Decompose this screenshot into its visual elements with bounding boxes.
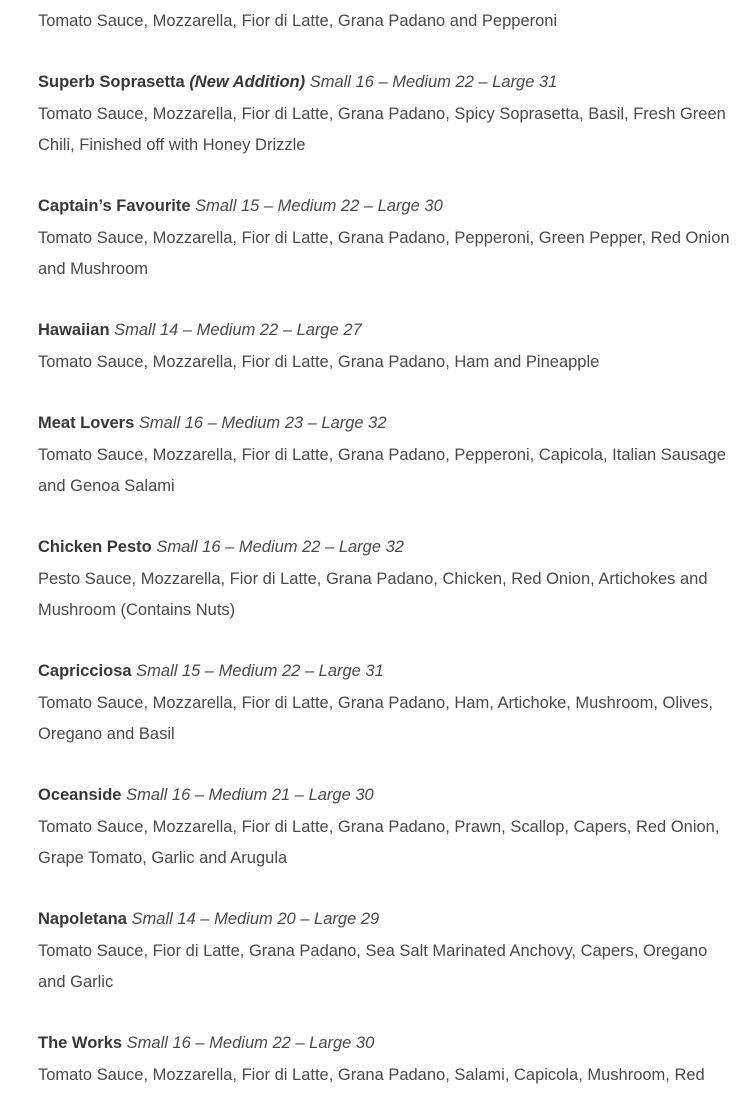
- menu-item-price: Small 16 – Medium 22 – Large 31: [309, 73, 558, 91]
- menu-item-name: Chicken Pesto: [38, 538, 152, 556]
- menu-item-description: Tomato Sauce, Mozzarella, Fior di Latte, Grana Padano, Pepperoni, Capicola, Italian Sausage and Genoa Salami: [38, 445, 726, 495]
- menu-item: [38, 1028, 738, 1091]
- menu-item-heading: [38, 656, 738, 688]
- menu-item-description: Tomato Sauce, Fior di Latte, Grana Padano, Sea Salt Marinated Anchovy, Capers, Oregano and Garlic: [38, 941, 708, 991]
- menu-item: [38, 408, 738, 503]
- menu-item-description: Pesto Sauce, Mozzarella, Fior di Latte, Grana Padano, Chicken, Red Onion, Artichokes and Mushroom (Contains Nuts): [38, 569, 708, 619]
- menu-item-heading: [38, 67, 738, 99]
- menu-item-tag: (New Addition): [189, 73, 306, 91]
- menu-item-price: Small 16 – Medium 22 – Large 30: [126, 1034, 375, 1052]
- menu-item-heading: [38, 904, 738, 936]
- menu-item-price: Small 16 – Medium 21 – Large 30: [126, 786, 374, 804]
- menu-item-description: Tomato Sauce, Mozzarella, Fior di Latte, Grana Padano, Ham and Pineapple: [38, 352, 600, 371]
- menu-item-heading: [38, 532, 738, 564]
- menu-item-description: Tomato Sauce, Mozzarella, Fior di Latte, Grana Padano, Spicy Soprasetta, Basil, Fresh Green Chili, Finished off with Honey Drizzle: [38, 104, 726, 154]
- menu-item-price: Small 15 – Medium 22 – Large 30: [195, 197, 443, 215]
- menu-item-description: Tomato Sauce, Mozzarella, Fior di Latte, Grana Padano, Prawn, Scallop, Capers, Red Onion, Grape Tomato, Garlic and Arugula: [38, 817, 720, 867]
- menu-item-heading: [38, 315, 738, 347]
- menu-item-heading: [38, 780, 738, 812]
- menu-item: [38, 67, 738, 162]
- menu-item-description: Tomato Sauce, Mozzarella, Fior di Latte, Grana Padano, Ham, Artichoke, Mushroom, Olives, Oregano and Basil: [38, 693, 713, 743]
- menu-item-name: Capricciosa: [38, 662, 132, 680]
- menu-item: [38, 315, 738, 378]
- menu-item: [38, 656, 738, 751]
- menu-item-name: Meat Lovers: [38, 414, 135, 432]
- menu-item-description: Tomato Sauce, Mozzarella, Fior di Latte, Grana Padano, Salami, Capicola, Mushroom, Red: [38, 1065, 705, 1084]
- menu-item: [38, 904, 738, 999]
- previous-item-description: Tomato Sauce, Mozzarella, Fior di Latte, Grana Padano and Pepperoni: [38, 12, 558, 30]
- menu-item-name: Superb Soprasetta: [38, 73, 185, 91]
- menu-item-name: Captain’s Favourite: [38, 197, 191, 215]
- menu-item-price: Small 16 – Medium 23 – Large 32: [138, 414, 387, 432]
- menu-item: [38, 532, 738, 627]
- menu-item-heading: [38, 408, 738, 440]
- menu-item-heading: [38, 1028, 738, 1060]
- menu-item-heading: [38, 191, 738, 223]
- menu-item-description: Tomato Sauce, Mozzarella, Fior di Latte, Grana Padano, Pepperoni, Green Pepper, Red Onion and Mushroom: [38, 228, 730, 278]
- menu-item-name: Hawaiian: [38, 321, 110, 339]
- menu-item-name: Oceanside: [38, 786, 122, 804]
- menu-item-name: The Works: [38, 1034, 123, 1052]
- menu-item: [38, 780, 738, 875]
- menu-item-price: Small 14 – Medium 20 – Large 29: [131, 910, 380, 928]
- menu-item: [38, 191, 738, 286]
- menu-item-name: Napoletana: [38, 910, 127, 928]
- menu-item-price: Small 14 – Medium 22 – Large 27: [114, 321, 362, 339]
- menu-item-price: Small 16 – Medium 22 – Large 32: [156, 538, 404, 556]
- menu-item-price: Small 15 – Medium 22 – Large 31: [136, 662, 384, 680]
